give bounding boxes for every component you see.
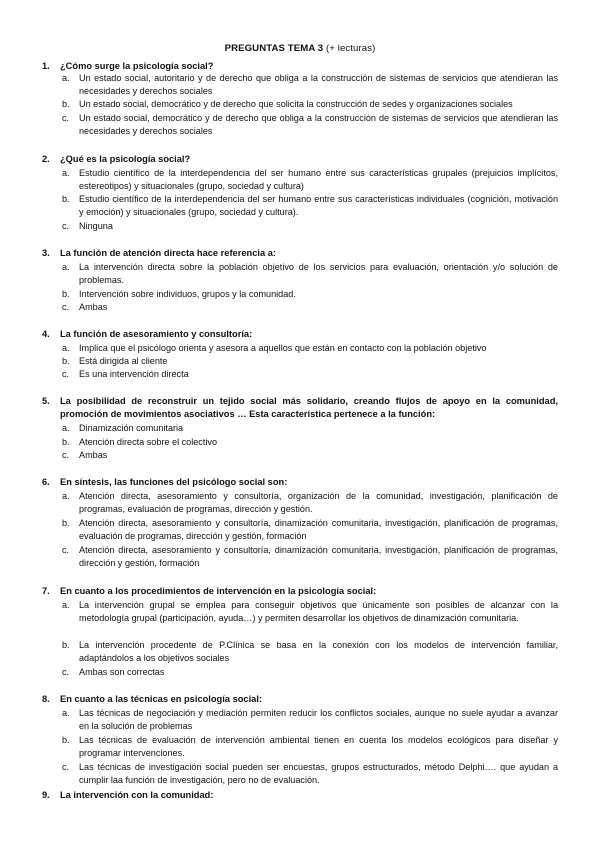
option-1c [62,112,558,137]
option-1a [62,72,558,97]
option-text: Estudio científico de la interdependencia del ser humano entre sus características grupales (prejuicios implícitos, estereotipos) y situacionales (grupo, sociedad y cultura) [79,168,558,191]
option-letter: c. [62,369,70,379]
option-text: Dinamización comunitaria [79,423,184,433]
option-5a [62,422,558,435]
option-text: Es una intervención directa [79,369,189,379]
question-number: 3. [42,248,50,258]
option-letter: b. [62,99,70,109]
option-3b [62,288,558,301]
question-text: ¿Qué es la psicología social? [60,154,191,164]
option-text: Ambas [79,450,108,460]
question-number: 4. [42,329,50,339]
question-number: 2. [42,154,50,164]
question-text: En cuanto a las técnicas en psicología social: [60,694,263,704]
option-text: Ambas son correctas [79,667,165,677]
question-number: 7. [42,586,50,596]
option-8b [62,734,558,759]
question-5 [42,395,558,420]
option-text: Las técnicas de negociación y mediación permiten reducir los conflictos sociales, aunque no suele ayudar a avanzar en la solución de problemas [79,708,558,731]
option-2c [62,220,558,233]
option-letter: b. [62,437,70,447]
question-text: La intervención con la comunidad: [60,790,214,800]
option-letter: c. [62,113,70,123]
option-letter: a. [62,423,70,433]
question-text: En cuanto a los procedimientos de intervención en la psicología social: [60,586,377,596]
option-letter: b. [62,518,70,528]
option-7c [62,666,558,679]
option-letter: a. [62,168,70,178]
question-9 [42,789,558,802]
option-text: Un estado social, democrático y de derecho que obliga a la construcción de sistemas de servicios que atendieran las necesidades y derechos sociales [79,113,558,136]
question-text: ¿Cómo surge la psicología social? [60,61,214,71]
option-1b [62,98,558,111]
option-6b [62,517,558,542]
question-number: 1. [42,61,50,71]
question-2 [42,153,558,166]
option-letter: b. [62,640,70,650]
option-text: Implica que el psicólogo orienta y asesora a aquellos que están en contacto con la población objetivo [79,343,487,353]
option-letter: a. [62,73,70,83]
option-letter: c. [62,302,70,312]
question-number: 5. [42,396,50,406]
option-letter: c. [62,221,70,231]
option-text: Atención directa, asesoramiento y consultoría, organización de la comunidad, investigación, planificación de programas, evaluación de programas, dirección y gestión. [79,491,558,514]
option-letter: a. [62,343,70,353]
option-text: Estudio científico de la interdependencia del ser humano entre sus características individuales (cognición, motivación y emoción) y situacionales (grupo, sociedad y cultura). [79,194,558,217]
option-text: Ninguna [79,221,113,231]
option-text: Está dirigida al cliente [79,356,168,366]
option-letter: b. [62,194,70,204]
option-letter: c. [62,667,70,677]
option-text: Atención directa sobre el colectivo [79,437,217,447]
option-text: Un estado social, democrático y de derecho que solicita la construcción de sedes y organizaciones sociales [79,99,513,109]
option-7a [62,599,558,624]
option-letter: b. [62,735,70,745]
question-8 [42,693,558,706]
option-letter: c. [62,545,70,555]
option-6a [62,490,558,515]
question-text: La posibilidad de reconstruir un tejido social más solidario, creando flujos de apoyo en la comunidad, promoción de movimientos asociativos … Esta característica pertenece a la función: [60,396,558,419]
option-text: La intervención directa sobre la población objetivo de los servicios para evaluación, orientación y/o solución de problemas. [79,262,558,285]
question-7 [42,585,558,598]
question-number: 9. [42,790,50,800]
option-text: Atención directa, asesoramiento y consultoría, dinamización comunitaria, investigación, planificación de programas, evaluación de programas, dirección y gestión, formación [79,518,558,541]
option-7b [62,639,558,664]
question-text: En síntesis, las funciones del psicólogo social son: [60,477,288,487]
option-letter: b. [62,289,70,299]
option-letter: a. [62,262,70,272]
option-letter: a. [62,600,70,610]
option-letter: a. [62,491,70,501]
option-8c [62,761,558,786]
question-4 [42,328,558,341]
question-1 [42,60,558,73]
option-letter: b. [62,356,70,366]
option-text: Intervención sobre individuos, grupos y la comunidad. [79,289,296,299]
option-4a [62,342,558,355]
question-text: La función de atención directa hace referencia a: [60,248,276,258]
option-2a [62,167,558,192]
option-text: Las técnicas de evaluación de intervención ambiental tienen en cuenta los modelos ecológicos para diseñar y programar intervenciones. [79,735,558,758]
option-text: La intervención procedente de P.Clínica se basa en la conexión con los modelos de intervención familiar, adaptándolos a los objetivos sociales [79,640,558,663]
option-letter: c. [62,762,70,772]
option-4c [62,368,558,381]
option-text: Ambas [79,302,108,312]
title-suffix: (+ lecturas) [325,43,376,54]
option-letter: c. [62,450,70,460]
option-3c [62,301,558,314]
page-title [0,43,600,54]
question-6 [42,476,558,489]
title-text: PREGUNTAS TEMA 3 [224,43,324,54]
question-number: 6. [42,477,50,487]
option-4b [62,355,558,368]
option-2b [62,193,558,218]
option-5b [62,436,558,449]
question-3 [42,247,558,260]
option-3a [62,261,558,286]
option-5c [62,449,558,462]
question-text: La función de asesoramiento y consultoría: [60,329,253,339]
option-text: Un estado social, autoritario y de derecho que obliga a la construcción de sistemas de servicios que atendieran las necesidades y derechos sociales [79,73,558,96]
option-text: La intervención grupal se emplea para conseguir objetivos que únicamente son posibles de alcanzar con la metodología grupal (participación, ayuda…) y permiten desarrollar los objetivos de dinamización comunitaria. [79,600,558,623]
option-8a [62,707,558,732]
question-number: 8. [42,694,50,704]
option-letter: a. [62,708,70,718]
option-text: Atención directa, asesoramiento y consultoría, dinamización comunitaria, investigación, planificación de programas, dirección y gestión, formación [79,545,558,568]
option-6c [62,544,558,569]
option-text: Las técnicas de investigación social pueden ser encuestas, grupos estructurados, método Delphi…. que ayudan a cumplir laa función de investigación, pero no de evaluación. [79,762,558,785]
